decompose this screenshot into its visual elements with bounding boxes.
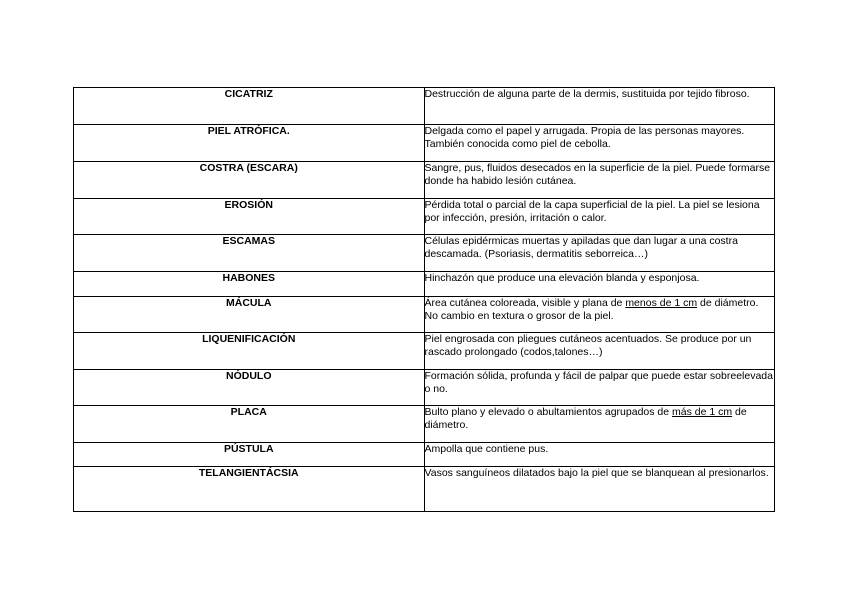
underlined-measure: más de 1 cm	[672, 406, 733, 418]
term-cell: HABONES	[74, 272, 425, 297]
table-row	[74, 199, 775, 235]
table-row	[74, 467, 775, 512]
definition-text: Bulto plano y elevado o abultamientos agrupados de	[424, 406, 673, 418]
term-cell: EROSIÓN	[74, 199, 425, 235]
table-row	[74, 235, 775, 272]
definition-cell: Sangre, pus, fluidos desecados en la superficie de la piel. Puede formarse donde ha habido lesión cutánea.	[424, 162, 775, 199]
table-row	[74, 406, 775, 443]
term-cell: CICATRIZ	[74, 88, 425, 125]
term-cell: MÁCULA	[74, 297, 425, 333]
definition-cell: Formación sólida, profunda y fácil de palpar que puede estar sobreelevada o no.	[424, 370, 775, 406]
definition-cell: Vasos sanguíneos dilatados bajo la piel que se blanquean al presionarlos.	[424, 467, 775, 512]
table-row	[74, 162, 775, 199]
table-row	[74, 272, 775, 297]
term-cell: NÓDULO	[74, 370, 425, 406]
table-row	[74, 333, 775, 370]
table-row	[74, 443, 775, 467]
table-row	[74, 297, 775, 333]
definition-cell	[424, 297, 775, 333]
definition-cell: Destrucción de alguna parte de la dermis, sustituida por tejido fibroso.	[424, 88, 775, 125]
term-cell: PIEL ATRÓFICA.	[74, 125, 425, 162]
definition-text: de diámetro. No cambio en textura o grosor de la piel.	[424, 297, 759, 322]
definition-cell: Piel engrosada con pliegues cutáneos acentuados. Se produce por un rascado prolongado (codos,talones…)	[424, 333, 775, 370]
term-cell: COSTRA (ESCARA)	[74, 162, 425, 199]
table-row	[74, 88, 775, 125]
table-row	[74, 370, 775, 406]
definition-cell: Pérdida total o parcial de la capa superficial de la piel. La piel se lesiona por infección, presión, irritación o calor.	[424, 199, 775, 235]
skin-lesion-glossary-table	[73, 87, 775, 512]
definition-cell: Hinchazón que produce una elevación blanda y esponjosa.	[424, 272, 775, 297]
term-cell: PÚSTULA	[74, 443, 425, 467]
definition-text: de diámetro.	[424, 406, 747, 431]
definition-cell: Ampolla que contiene pus.	[424, 443, 775, 467]
term-cell: LIQUENIFICACIÓN	[74, 333, 425, 370]
table-row	[74, 125, 775, 162]
term-cell: PLACA	[74, 406, 425, 443]
definition-cell: Células epidérmicas muertas y apiladas que dan lugar a una costra descamada. (Psoriasis, dermatitis seborreica…)	[424, 235, 775, 272]
term-cell: TELANGIENTÁCSIA	[74, 467, 425, 512]
definition-text: Área cutánea coloreada, visible y plana de	[424, 297, 626, 309]
term-cell: ESCAMAS	[74, 235, 425, 272]
definition-cell: Delgada como el papel y arrugada. Propia de las personas mayores. También conocida como piel de cebolla.	[424, 125, 775, 162]
underlined-measure: menos de 1 cm	[625, 297, 698, 309]
definition-cell	[424, 406, 775, 443]
